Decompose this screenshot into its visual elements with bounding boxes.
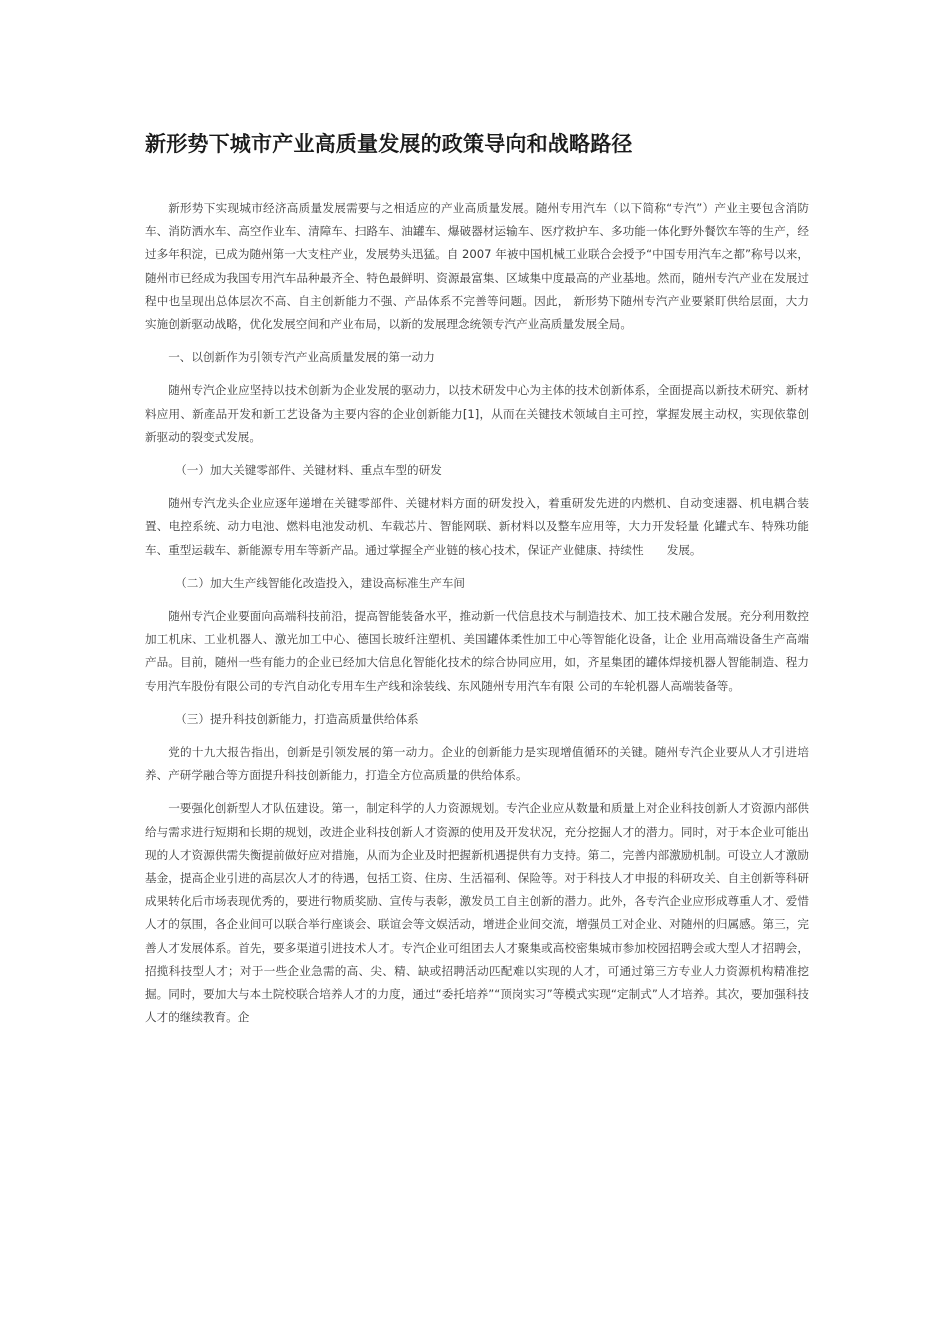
subsection-heading-1: （一）加大关键零部件、关键材料、重点车型的研发 xyxy=(175,463,442,478)
subsection-heading-3: （三）提升科技创新能力，打造高质量供给体系 xyxy=(175,711,419,726)
subsection-2-paragraph: 随州专汽企业要面向高端科技前沿，提高智能装备水平，推动新一代信息技术与制造技术、加工技术融合发展。充分利用数控加工机床、工业机器人、激光加工中心、德国长玻纤注塑机、美国罐体柔性加工中心等智能化设备，让企 业用高端设备生产高端产品。目前，随州一些有能力的企业已经加大信息化智能化技术的综合协同应用，如，齐星集团的罐体焊接机器人智能制造、程力专用汽车股份有限公司的专汽自动化专用车生产线和涂装线、东风随州专用汽车有限 公司的车轮机器人高端装备等。 xyxy=(145,609,809,693)
subsection-3-paragraph: 党的十九大报告指出，创新是引领发展的第一动力。企业的创新能力是实现增值循环的关键。随州专汽企业要从人才引进培养、产研学融合等方面提升科技创新能力，打造全方位高质量的供给体系。 xyxy=(145,745,809,783)
section-heading-1: 一、以创新作为引领专汽产业高质量发展的第一动力 xyxy=(168,350,435,365)
subsection-heading-2: （二）加大生产线智能化改造投入，建设高标准生产车间 xyxy=(175,575,466,590)
intro-paragraph: 新形势下实现城市经济高质量发展需要与之相适应的产业高质量发展。随州专用汽车（以下简称“专汽”）产业主要包含消防车、消防洒水车、高空作业车、清障车、扫路车、油罐车、爆破器材运输车、医疗救护车、多功能一体化野外餐饮车等的生产，经过多年积淀，已成为随州第一大支柱产业，发展势头迅猛。自 2007 年被中国机械工业联合会授予“中国专用汽车之都”称号以来，随州市已经成为我国专用汽车品种最齐全、特色最鲜明、资源最富集、区域集中度最高的产业基地。然而，随州专汽产业在发展过程中也呈现出总体层次不高、自主创新能力不强、产品体系不完善等问题。因此， 新形势下随州专汽产业要紧盯供给层面，大力实施创新驱动战略，优化发展空间和产业布局，以新的发展理念统领专汽产业高质量发展全局。 xyxy=(145,201,809,332)
document-title: 新形势下城市产业高质量发展的政策导向和战略路径 xyxy=(145,132,633,156)
subsection-1-paragraph: 随州专汽龙头企业应逐年递增在关键零部件、关键材料方面的研发投入，着重研发先进的内燃机、自动变速器、机电耦合装置、电控系统、动力电池、燃料电池发动机、车载芯片、智能网联、新材料以及整车应用等，大力开发轻量 化罐式车、特殊功能车、重型运载车、新能源专用车等新产品。通过掌握全产业链的核心技术，保证产业健康、持续性 发展。 xyxy=(145,496,809,557)
talent-paragraph: 一要强化创新型人才队伍建设。第一，制定科学的人力资源规划。专汽企业应从数量和质量上对企业科技创新人才资源内部供给与需求进行短期和长期的规划，改进企业科技创新人才资源的使用及开发状况，充分挖掘人才的潜力。同时，对于本企业可能出现的人才资源供需失衡提前做好应对措施，从而为企业及时把握新机遇提供有力支持。第二，完善内部激励机制。可设立人才激励基金，提高企业引进的高层次人才的待遇，包括工资、住房、生活福利、保险等。对于科技人才申报的科研攻关、自主创新等科研成果转化后市场表现优秀的，要进行物质奖励、宣传与表彰，激发员工自主创新的潜力。此外，各专汽企业应形成尊重人才、爱惜人才的氛围，各企业间可以联合举行座谈会、联谊会等文娱活动，增进企业间交流，增强员工对企业、对随州的归属感。第三，完善人才发展体系。首先，要多渠道引进技术人才。专汽企业可组团去人才聚集或高校密集城市参加校园招聘会或大型人才招聘会，招揽科技型人才；对于一些企业急需的高、尖、精、缺或招聘活动匹配难以实现的人才，可通过第三方专业人力资源机构精准挖掘。同时，要加大与本土院校联合培养人才的力度，通过“委托培养”“顶岗实习”等模式实现“定制式”人才培养。其次，要加强科技人才的继续教育。企 xyxy=(145,801,809,1025)
section-1-paragraph: 随州专汽企业应坚持以技术创新为企业发展的驱动力，以技术研发中心为主体的技术创新体系，全面提高以新技术研究、新材料应用、新產品开发和新工艺设备为主要内容的企业创新能力[1]，从而在关键技术领域自主可控，掌握发展主动权，实现依靠创新驱动的裂变式发展。 xyxy=(145,383,809,444)
document-body xyxy=(145,197,809,1040)
